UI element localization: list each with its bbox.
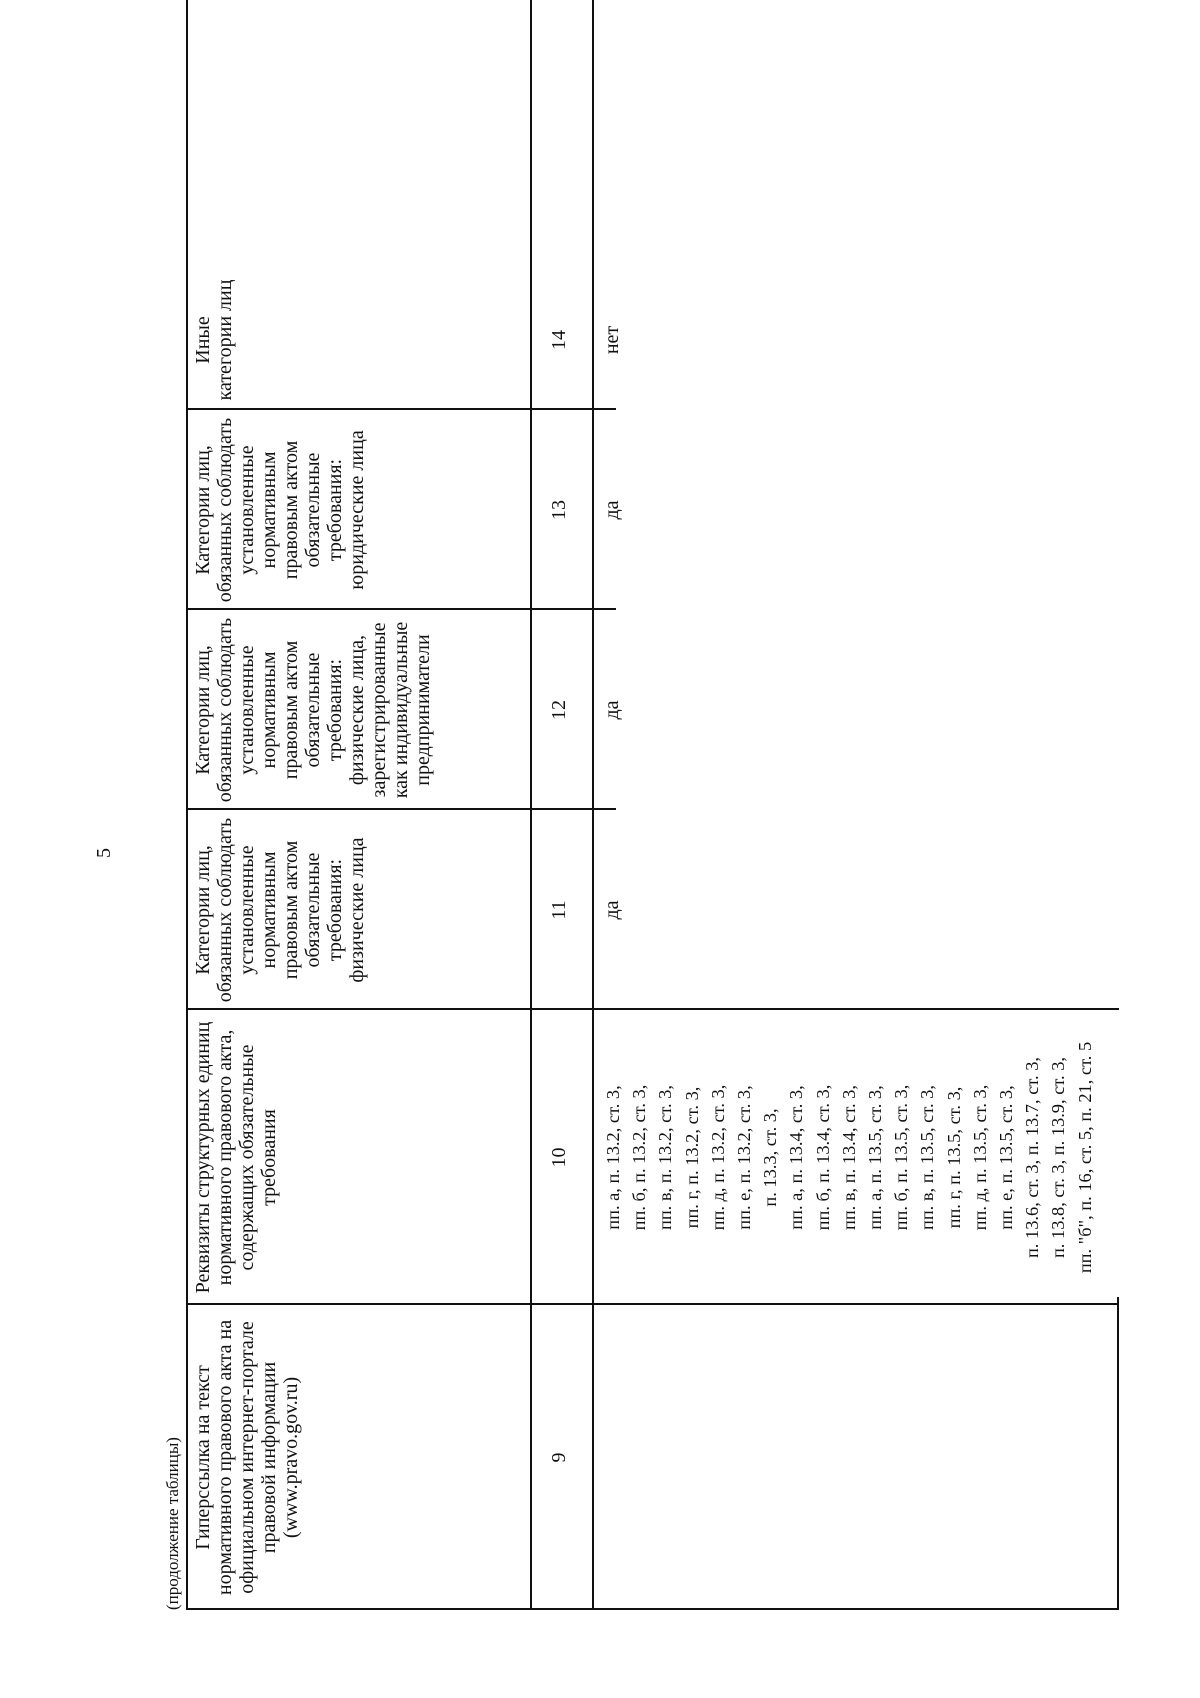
number-row-bottom-rule: [592, 0, 594, 1610]
requisite-line: пп. г, п. 13.2, ст. 3,: [681, 1086, 702, 1229]
header-col-9: Гиперссылка на текст нормативного правового акта на официальном интернет-портале правовой информации (www.pravo.gov.ru): [192, 1319, 302, 1596]
column-number-14: 14: [548, 330, 570, 350]
column-divider-12-13: [186, 609, 616, 611]
header-col-14: Иные категории лиц: [192, 279, 236, 401]
header-col-11: Категории лиц, обязанных соблюдать установленные нормативным правовым актом обязательные требования: физические лица: [192, 817, 368, 1003]
column-divider-11-12: [186, 809, 616, 811]
table-border-top: [186, 0, 188, 1610]
column-divider-9-10: [186, 1304, 1119, 1306]
table-caption: (продолжение таблицы): [163, 1437, 182, 1610]
requisite-line: пп. б, п. 13.4, ст. 3,: [812, 1084, 833, 1231]
requisite-line: пп. е, п. 13.5, ст. 3,: [996, 1085, 1017, 1230]
column-number-13: 13: [548, 500, 570, 520]
requisite-line: пп. г, п. 13.5, ст. 3,: [943, 1086, 964, 1229]
requisite-line: пп. д, п. 13.2, ст. 3,: [707, 1084, 728, 1231]
column-number-12: 12: [548, 700, 570, 720]
table-border-left: [186, 1609, 1119, 1611]
table-border-bottom: [1117, 1297, 1119, 1610]
requisite-line: п. 13.6, ст. 3, п. 13.7, ст. 3,: [1022, 1056, 1043, 1259]
requisite-line: пп. д, п. 13.5, ст. 3,: [969, 1084, 990, 1231]
requisite-line: пп. а, п. 13.2, ст. 3,: [603, 1085, 623, 1230]
header-col-12: Категории лиц, обязанных соблюдать установленные нормативным правовым актом обязательные требования: физические лица, зарегистрированные как индивидуальные предприниматели: [192, 617, 434, 803]
column-number-10: 10: [548, 1147, 570, 1168]
value-col-12: да: [601, 700, 623, 720]
page-number: 5: [93, 848, 115, 858]
column-divider-13-14: [186, 409, 616, 411]
requisite-line: пп. в, п. 13.2, ст. 3,: [655, 1085, 676, 1230]
value-col-13: да: [601, 500, 623, 520]
column-number-11: 11: [548, 900, 570, 920]
requisite-line: п. 13.3, ст. 3,: [760, 1108, 781, 1207]
requisite-line: пп. в, п. 13.4, ст. 3,: [838, 1085, 859, 1230]
column-divider-10-11: [186, 1009, 1119, 1011]
header-bottom-rule: [530, 0, 532, 1610]
requisite-line: пп. в, п. 13.5, ст. 3,: [917, 1085, 938, 1230]
requisite-line: пп. а, п. 13.5, ст. 3,: [865, 1085, 886, 1230]
header-col-10: Реквизиты структурных единиц нормативного правового акта, содержащих обязательные требования: [192, 1021, 280, 1294]
value-col-14: нет: [601, 325, 623, 355]
requisite-line: п. 13.8, ст. 3, п. 13.9, ст. 3,: [1048, 1056, 1069, 1259]
requisite-line: пп. а, п. 13.4, ст. 3,: [786, 1085, 807, 1230]
requisite-line: пп. е, п. 13.2, ст. 3,: [734, 1085, 755, 1230]
requisite-line: пп. б, п. 13.2, ст. 3,: [629, 1084, 650, 1231]
requisites-list: [600, 1010, 1098, 1305]
value-col-11: да: [601, 900, 623, 920]
header-col-13: Категории лиц, обязанных соблюдать установленные нормативным правовым актом обязательные требования: юридические лица: [192, 417, 368, 603]
rotated-table-area: [162, 0, 1117, 1610]
requisite-line: пп. б, п. 13.5, ст. 3,: [891, 1084, 912, 1231]
column-number-9: 9: [548, 1452, 570, 1463]
requisite-line: пп. "б", п. 16, ст. 5, п. 21, ст. 5: [1074, 1041, 1095, 1274]
